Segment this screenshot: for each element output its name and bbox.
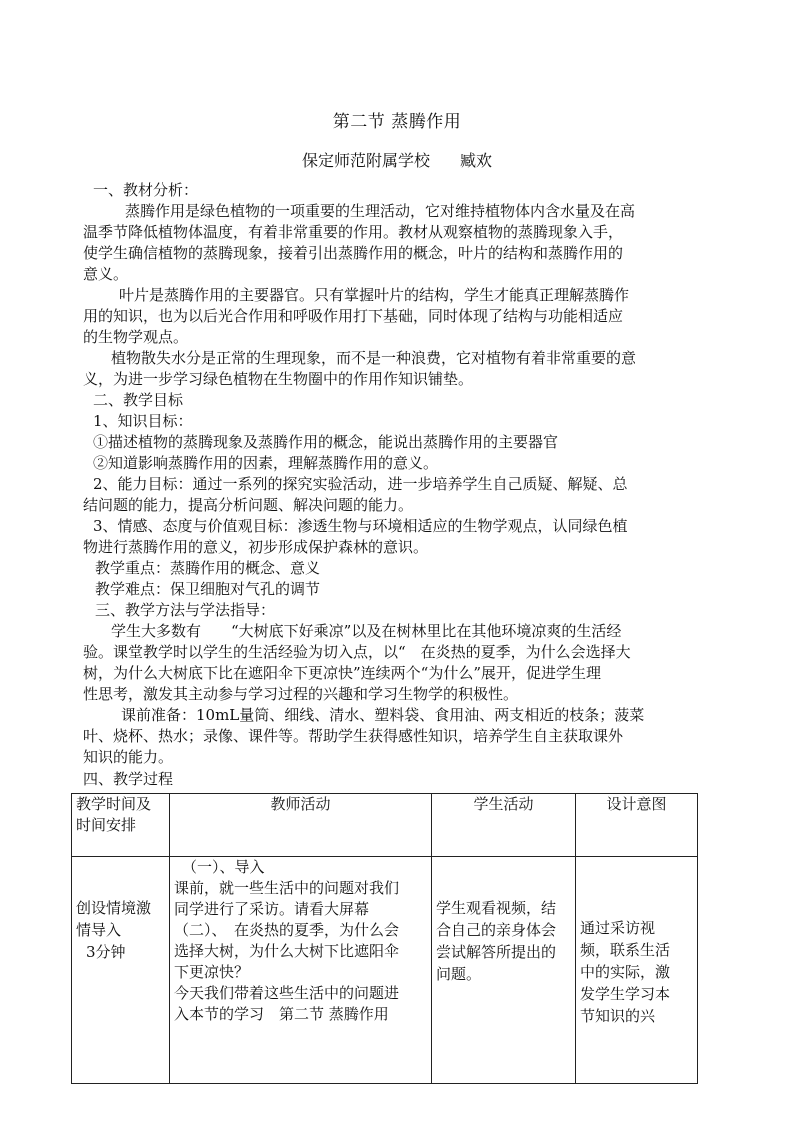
subheading-knowledge: 1、知识目标： — [93, 412, 193, 430]
cell-line: 选择大树，为什么大树下比遮阳伞 — [174, 942, 400, 960]
paragraph-line: 植物散失水分是正常的生理现象，而不是一种浪费，它对植物有着非常重要的意 — [111, 349, 637, 367]
paragraph-line: 用的知识，也为以后光合作用和呼吸作用打下基础，同时体现了结构与功能相适应 — [83, 307, 624, 325]
paragraph-line: 物进行蒸腾作用的意义，初步形成保护森林的意识。 — [83, 538, 429, 556]
cell-teacher — [170, 857, 432, 1084]
paragraph-line: 叶、烧杯、热水；录像、课件等。帮助学生获得感性知识，培养学生自主获取课外 — [83, 727, 624, 745]
section-heading-process: 四、教学过程 — [83, 770, 174, 788]
header-time-line: 教学时间及 — [76, 795, 152, 813]
cell-line: 节知识的兴 — [580, 1007, 656, 1025]
cell-student — [432, 857, 576, 1084]
difficult-point: 教学难点：保卫细胞对气孔的调节 — [95, 580, 321, 598]
cell-line: 同学进行了采访。请看大屏幕 — [174, 900, 370, 918]
cell-line: 尝试解答所提出的 — [436, 943, 557, 961]
paragraph-line: 学生大多数有 “大树底下好乘凉”以及在树林里比在其他环境凉爽的生活经 — [111, 622, 622, 640]
cell-line: 中的实际，激 — [580, 963, 671, 981]
cell-line: （一）、导入 — [182, 858, 265, 876]
paragraph-line: 课前准备：10mL量筒、细线、清水、塑料袋、食用油、两支相近的枝条；菠菜 — [121, 706, 645, 724]
header-time-line: 时间安排 — [76, 816, 137, 834]
cell-line: 合自己的亲身体会 — [436, 921, 557, 939]
author-line — [0, 148, 794, 171]
paragraph-line: 意义。 — [83, 265, 129, 283]
paragraph-line: 性思考，激发其主动参与学习过程的兴趣和学习生物学的积极性。 — [83, 685, 519, 703]
author-name: 臧欢 — [460, 151, 493, 170]
header-student: 学生活动 — [432, 794, 576, 857]
cell-line: 创设情境激 — [76, 899, 152, 917]
paragraph-line: 2、能力目标：通过一系列的探究实验活动，进一步培养学生自己质疑、解疑、总 — [93, 475, 628, 493]
header-intent: 设计意图 — [576, 794, 698, 857]
cell-line: 今天我们带着这些生活中的问题进 — [174, 984, 400, 1002]
cell-line: 课前，就一些生活中的问题对我们 — [174, 879, 400, 897]
paragraph-line: 知识的能力。 — [83, 748, 174, 766]
cell-line: 通过采访视 — [580, 919, 656, 937]
cell-intent — [576, 857, 698, 1084]
cell-line: 发学生学习本 — [580, 985, 671, 1003]
paragraph-line: 义，为进一步学习绿色植物在生物圈中的作用作知识铺垫。 — [83, 370, 474, 388]
section-heading-analysis: 一、教材分析： — [93, 181, 199, 199]
page-title: 第二节 蒸腾作用 — [332, 112, 462, 132]
cell-line: 情导入 — [76, 921, 122, 939]
paragraph-line: 结问题的能力，提高分析问题、解决问题的能力。 — [83, 496, 414, 514]
paragraph-line: 温季节降低植物体温度，有着非常重要的作用。教材从观察植物的蒸腾现象入手， — [83, 223, 624, 241]
paragraph-line: 叶片是蒸腾作用的主要器官。只有掌握叶片的结构，学生才能真正理解蒸腾作 — [119, 286, 630, 304]
cell-line: 问题。 — [436, 965, 482, 983]
list-item: ②知道影响蒸腾作用的因素，理解蒸腾作用的意义。 — [93, 454, 439, 472]
paragraph-line: 蒸腾作用是绿色植物的一项重要的生理活动，它对维持植物体内含水量及在高 — [125, 202, 636, 220]
paragraph-line: 使学生确信植物的蒸腾现象，接着引出蒸腾作用的概念，叶片的结构和蒸腾作用的 — [83, 244, 624, 262]
section-heading-goals: 二、教学目标 — [93, 391, 184, 409]
table-header-row — [72, 794, 698, 857]
cell-line: 频，联系生活 — [580, 941, 671, 959]
header-time — [72, 794, 170, 857]
table-row — [72, 857, 698, 1084]
paragraph-line: 树，为什么大树底下比在遮阳伞下更凉快”连续两个“为什么”展开，促进学生理 — [83, 664, 602, 682]
paragraph-line: 验。课堂教学时以学生的生活经验为切入点，以“ 在炎热的夏季，为什么会选择大 — [83, 643, 631, 661]
paragraph-line: 3、情感、态度与价值观目标：渗透生物与环境相适应的生物学观点，认同绿色植 — [93, 517, 628, 535]
section-heading-methods: 三、教学方法与学法指导： — [95, 601, 276, 619]
cell-line: 学生观看视频，结 — [436, 899, 557, 917]
paragraph-line: 的生物学观点。 — [83, 328, 189, 346]
cell-line: 下更凉快？ — [174, 963, 250, 981]
teaching-process-table — [71, 793, 698, 1084]
cell-line: （二）、 在炎热的夏季，为什么会 — [174, 921, 400, 939]
cell-line: 入本节的学习 第二节 蒸腾作用 — [174, 1005, 389, 1023]
key-point: 教学重点：蒸腾作用的概念、意义 — [95, 559, 321, 577]
author-school: 保定师范附属学校 — [301, 151, 430, 170]
cell-line: 3分钟 — [86, 943, 126, 961]
header-teacher: 教师活动 — [170, 794, 432, 857]
cell-time — [72, 857, 170, 1084]
list-item: ①描述植物的蒸腾现象及蒸腾作用的概念，能说出蒸腾作用的主要器官 — [93, 433, 559, 451]
